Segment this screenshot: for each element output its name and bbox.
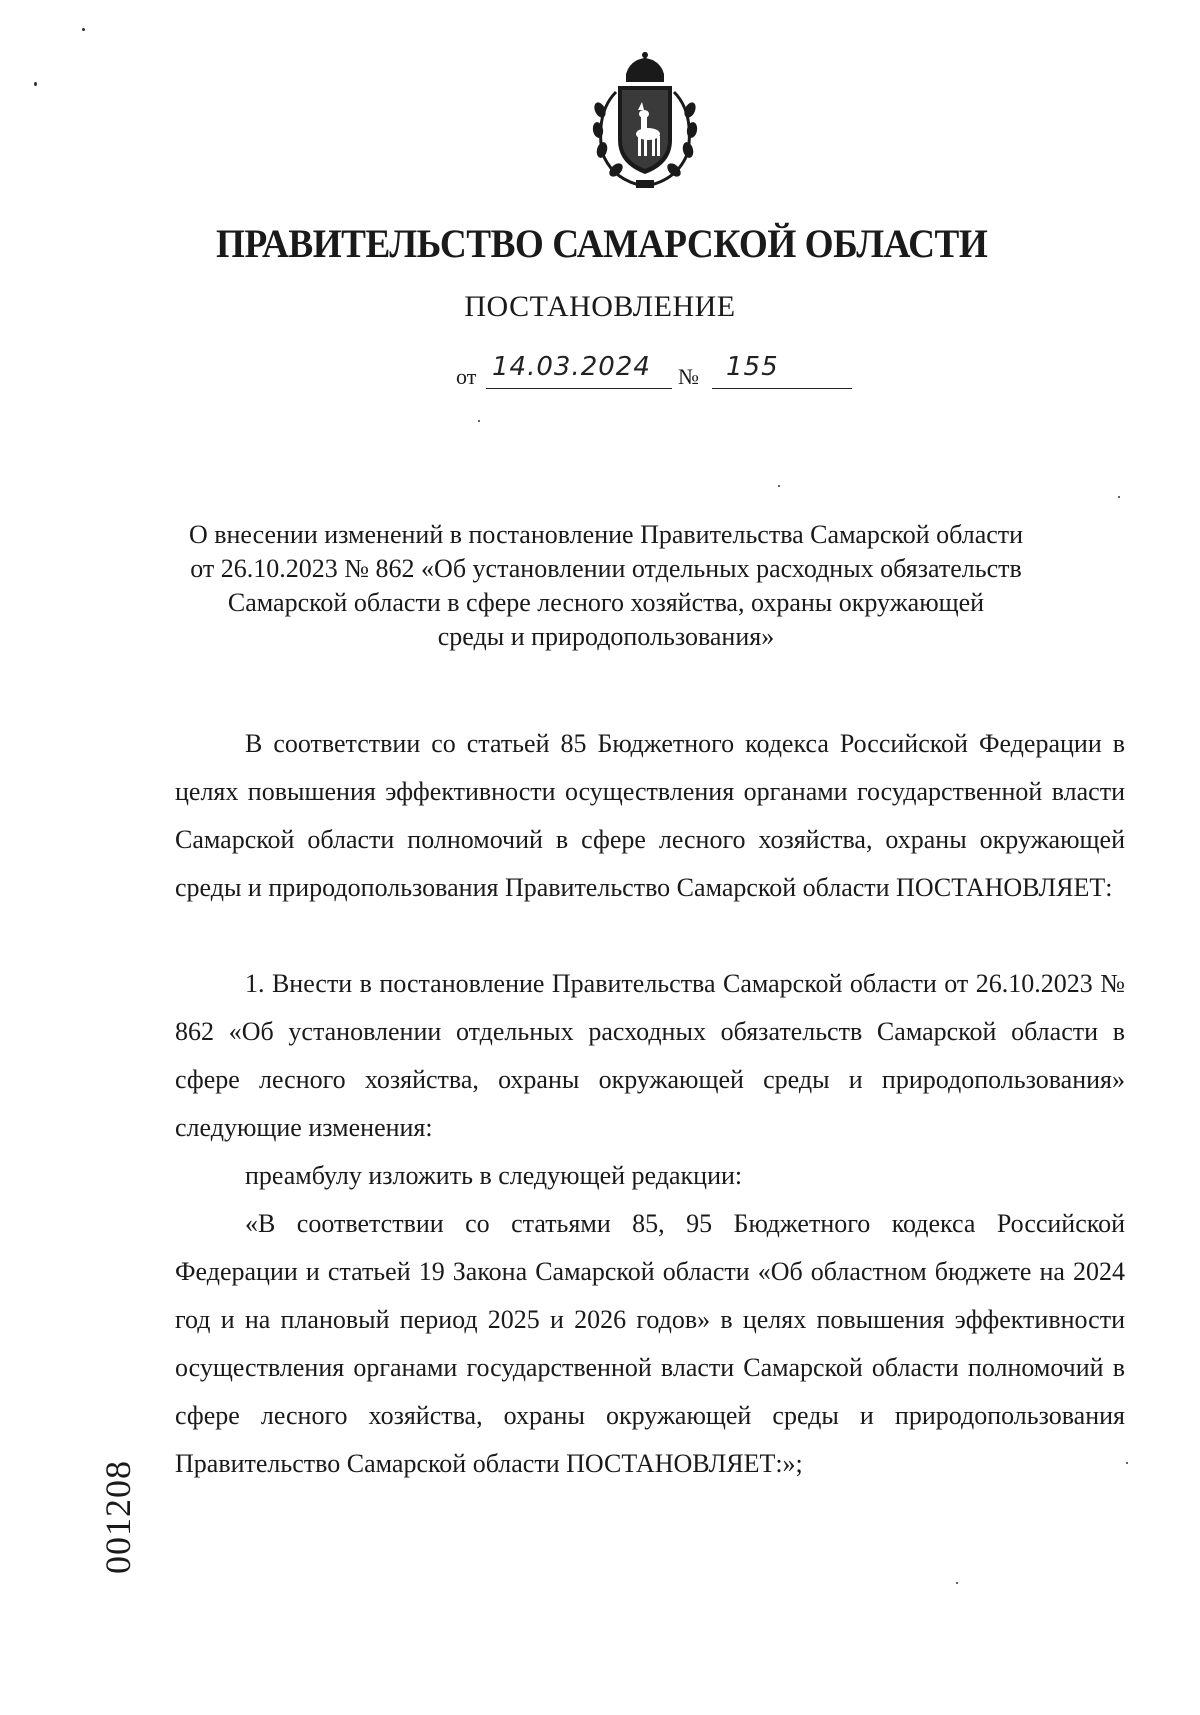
- date-prefix: от: [456, 364, 477, 389]
- date-number-line: [456, 352, 856, 392]
- document-type: ПОСТАНОВЛЕНИЕ: [464, 290, 736, 323]
- document-number: 155: [726, 352, 779, 382]
- document-date: 14.03.2024: [492, 352, 651, 382]
- scan-speck: [1126, 1462, 1128, 1464]
- body-paragraph-instruction: [175, 1152, 1125, 1200]
- body-paragraph-new-preamble: [175, 1200, 1125, 1488]
- scan-speck: [1118, 496, 1120, 498]
- body-paragraph-item-1: [175, 960, 1125, 1152]
- scan-speck: [956, 1582, 958, 1584]
- paragraph-text: 1. Внести в постановление Правительства Самарской области от 26.10.2023 № 862 «Об установлении отдельных расходных обязательств Самарской области в сфере лесного хозяйства, охраны окружающей среды и природопользования» следующие изменения:: [175, 969, 1125, 1142]
- subject-line: от 26.10.2023 № 862 «Об установлении отдельных расходных обязательств: [190, 554, 1022, 583]
- scan-speck: [778, 485, 780, 487]
- scan-speck: [478, 420, 480, 422]
- subject-line: О внесении изменений в постановление Правительства Самарской области: [188, 520, 1024, 549]
- body-paragraph-preamble: [175, 720, 1125, 912]
- government-title: ПРАВИТЕЛЬСТВО САМАРСКОЙ ОБЛАСТИ: [215, 221, 988, 266]
- subject-line: Самарской области в сфере лесного хозяйства, охраны окружающей: [227, 588, 985, 617]
- date-underline: [486, 388, 672, 389]
- paragraph-text: преамбулу изложить в следующей редакции:: [245, 1161, 743, 1190]
- document-subject: [150, 518, 1062, 654]
- number-underline: [712, 388, 852, 389]
- samara-coat-of-arms-icon: [586, 52, 704, 192]
- number-prefix: №: [678, 364, 699, 389]
- subject-line: среды и природопользования»: [437, 622, 775, 651]
- paragraph-text: В соответствии со статьей 85 Бюджетного кодекса Российской Федерации в целях повышения эффективности осуществления органами государственной власти Самарской области полномочий в сфере лесного хозяйства, охраны окружающей среды и природопользования Правительство Самарской области ПОСТАНОВЛЯЕТ:: [175, 729, 1125, 902]
- scan-speck: [34, 82, 37, 86]
- paragraph-text: «В соответствии со статьями 85, 95 Бюджетного кодекса Российской Федерации и статьей 19 Закона Самарской области «Об областном бюджете на 2024 год и на плановый период 2025 и 2026 годов» в целях повышения эффективности осуществления органами государственной власти Самарской области полномочий в сфере лесного хозяйства, охраны окружающей среды и природопользования Правительство Самарской области ПОСТАНОВЛЯЕТ:»;: [175, 1209, 1125, 1478]
- scan-speck: [82, 28, 85, 31]
- margin-stamp: [88, 1432, 148, 1602]
- margin-stamp-number: 001208: [98, 1460, 138, 1574]
